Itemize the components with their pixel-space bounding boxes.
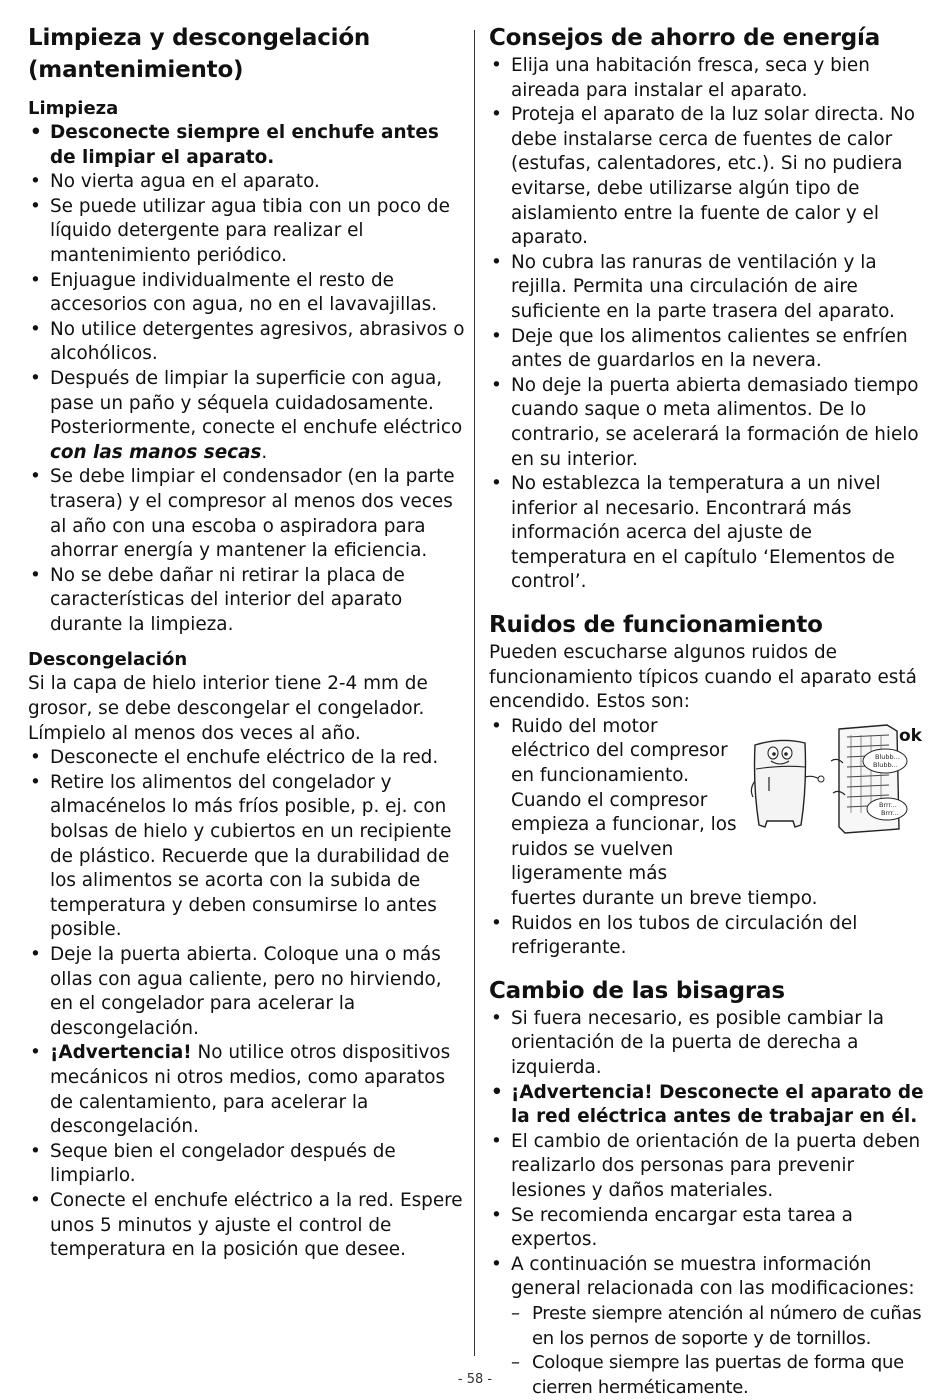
list-item: • Se debe limpiar el condensador (en la parte trasera) y el compresor al menos dos veces al año con una escoba o aspiradora para ahorrar energía y mantener la eficiencia. bbox=[28, 465, 468, 563]
sub-list-item: – Preste siempre atención al número de cuñas en los pernos de soporte y de tornillos. bbox=[511, 1302, 927, 1351]
list-item bbox=[489, 715, 927, 912]
section-title-energy: Consejos de ahorro de energía bbox=[489, 25, 881, 51]
page-number: - 58 - bbox=[457, 1372, 493, 1387]
item-text: No utilice otros dispositivos mecánicos ni otros medios, como aparatos de calentamiento, para acelerar la descongelación. bbox=[50, 1042, 451, 1138]
bubble-text: Blubb... bbox=[875, 752, 900, 761]
list-item: • Elija una habitación fresca, seca y bien aireada para instalar el aparato. bbox=[489, 54, 927, 103]
list-item: • Desconecte siempre el enchufe antes de limpiar el aparato. bbox=[28, 121, 468, 170]
list-item: • Se recomienda encargar esta tarea a expertos. bbox=[489, 1204, 927, 1253]
sub-list-item: – Coloque siempre las puertas de forma que cierren herméticamente. bbox=[511, 1351, 927, 1400]
list-item: • Enjuague individualmente el resto de accesorios con agua, no en el lavavajillas. bbox=[28, 269, 468, 318]
right-column bbox=[489, 22, 927, 1400]
warning-label: ¡Advertencia! bbox=[50, 1042, 192, 1064]
section-title-noise: Ruidos de funcionamiento bbox=[489, 612, 823, 639]
list-item bbox=[28, 1041, 468, 1139]
defrost-intro: Si la capa de hielo interior tiene 2-4 mm de grosor, se debe descongelar el congelador. Límpielo al menos dos veces al año. bbox=[28, 673, 428, 744]
bubble-text: Brrr... bbox=[879, 800, 897, 809]
list-item: • Ruidos en los tubos de circulación del refrigerante. bbox=[489, 912, 927, 961]
list-item: • Retire los alimentos del congelador y almacénelos lo más fríos posible, p. ej. con bolsas de hielo y cubiertos en un recipiente de plástico. Recuerde que la durabilidad de los alimentos se acorta con la subida de temperatura y deben consumirse lo antes posible. bbox=[28, 771, 468, 943]
ok-label: ok bbox=[899, 725, 922, 746]
item-text: A continuación se muestra información general relacionada con las modificaciones: bbox=[511, 1253, 915, 1300]
section-title-cleaning bbox=[28, 22, 468, 86]
list-item: • No vierta agua en el aparato. bbox=[28, 170, 468, 195]
list-item: • Desconecte el enchufe eléctrico de la red. bbox=[28, 746, 468, 771]
hinge-list bbox=[489, 1007, 927, 1400]
noise-list bbox=[489, 715, 927, 961]
left-column bbox=[28, 22, 468, 1263]
energy-list bbox=[489, 54, 927, 595]
title-line-2: (mantenimiento) bbox=[28, 57, 244, 83]
emphasis-text: con las manos secas bbox=[50, 441, 262, 463]
list-item bbox=[28, 367, 468, 465]
column-divider bbox=[474, 30, 475, 1356]
item-text: • Ruido del motor eléctrico del compresor en funcionamiento. Cuando el compresor empieza a funcionar, los ruidos se vuelven ligeramente más bbox=[511, 715, 737, 885]
item-text: Después de limpiar la superficie con agua, pase un paño y séquela cuidadosamente. Posteriormente, conecte el enchufe eléctrico bbox=[50, 367, 463, 439]
list-item: • Proteja el aparato de la luz solar directa. No debe instalarse cerca de fuentes de calor (estufas, calentadores, etc.). Si no pudiera evitarse, debe utilizarse algún tipo de aislamiento entre la fuente de calor y el aparato. bbox=[489, 103, 927, 251]
noise-intro: Pueden escucharse algunos ruidos de funcionamiento típicos cuando el aparato está encendido. Estos son: bbox=[489, 642, 917, 713]
list-item: • Se puede utilizar agua tibia con un poco de líquido detergente para realizar el mantenimiento periódico. bbox=[28, 195, 468, 269]
list-item: • No se debe dañar ni retirar la placa de características del interior del aparato durante la limpieza. bbox=[28, 564, 468, 638]
bubble-text: Blubb... bbox=[873, 760, 898, 769]
title-line-1: Limpieza y descongelación bbox=[28, 25, 371, 51]
defrost-heading: Descongelación bbox=[28, 649, 188, 671]
section-title-hinges: Cambio de las bisagras bbox=[489, 977, 785, 1004]
item-text: fuertes durante un breve tiempo. bbox=[511, 888, 818, 909]
list-item: • El cambio de orientación de la puerta deben realizarlo dos personas para prevenir lesiones y daños materiales. bbox=[489, 1130, 927, 1204]
bubble-text: Brrr... bbox=[881, 808, 899, 817]
defrost-list bbox=[28, 746, 468, 1262]
list-item: • Deje la puerta abierta. Coloque una o más ollas con agua caliente, pero no hirviendo, en el congelador para acelerar la descongelación. bbox=[28, 943, 468, 1041]
cleaning-list bbox=[28, 121, 468, 637]
list-item: • Deje que los alimentos calientes se enfríen antes de guardarlos en la nevera. bbox=[489, 325, 927, 374]
list-item: • ¡Advertencia! Desconecte el aparato de la red eléctrica antes de trabajar en él. bbox=[489, 1081, 927, 1130]
list-item: • No establezca la temperatura a un nivel inferior al necesario. Encontrará más información acerca del ajuste de temperatura en el capítulo ‘Elementos de control’. bbox=[489, 472, 927, 595]
list-item: • No deje la puerta abierta demasiado tiempo cuando saque o meta alimentos. De lo contrario, se acelerará la formación de hielo en su interior. bbox=[489, 374, 927, 472]
noise-block bbox=[489, 715, 927, 961]
list-item: • No utilice detergentes agresivos, abrasivos o alcohólicos. bbox=[28, 318, 468, 367]
cleaning-heading: Limpieza bbox=[28, 98, 119, 119]
list-item: • Si fuera necesario, es posible cambiar la orientación de la puerta de derecha a izquierda. bbox=[489, 1007, 927, 1081]
list-item: • Seque bien el congelador después de limpiarlo. bbox=[28, 1140, 468, 1189]
list-item: • No cubra las ranuras de ventilación y la rejilla. Permita una circulación de aire suficiente en la parte trasera del aparato. bbox=[489, 251, 927, 325]
list-item: • Conecte el enchufe eléctrico a la red. Espere unos 5 minutos y ajuste el control de temperatura en la posición que desee. bbox=[28, 1189, 468, 1263]
item-text: . bbox=[261, 441, 268, 463]
